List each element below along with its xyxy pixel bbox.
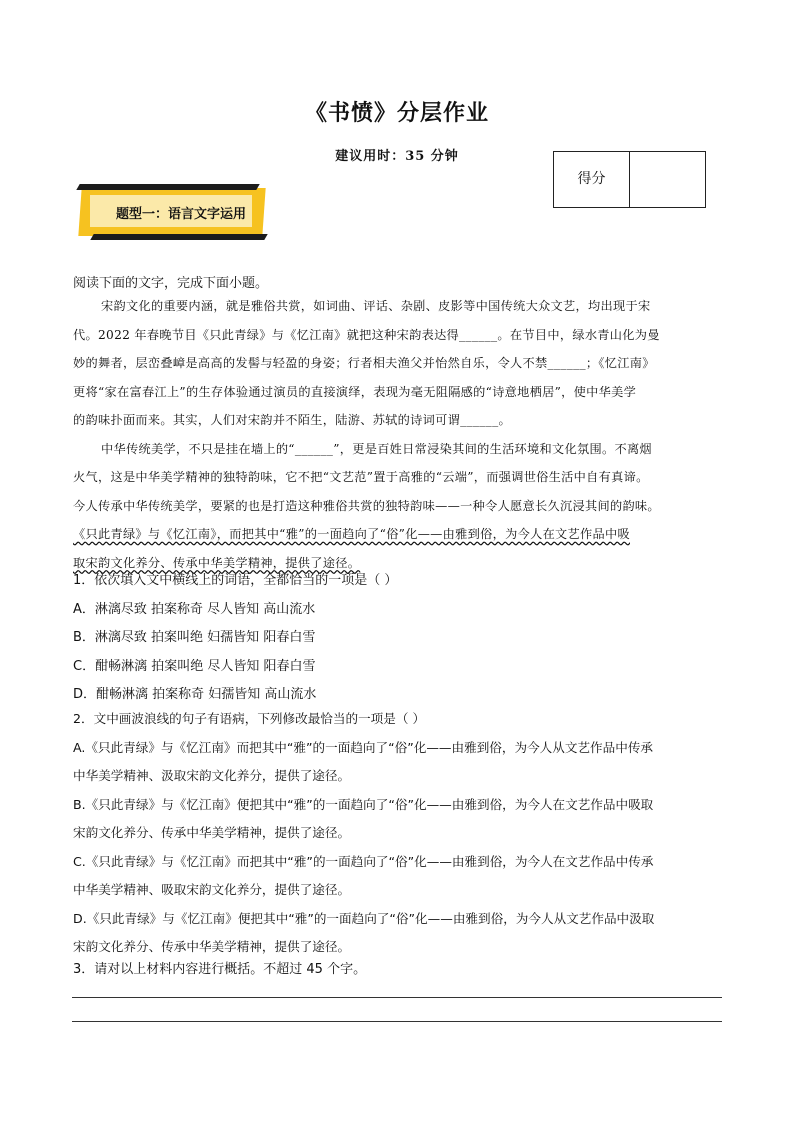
option-a[interactable]: A．淋漓尽致 拍案称奇 尽人皆知 高山流水 [73,601,316,617]
section-banner [74,184,270,242]
wavy-underlined-sentence: 取宋韵文化养分、传承中华美学精神，提供了途径。 [73,555,361,570]
option-c-continued[interactable]: 中华美学精神、吸取宋韵文化养分，提供了途径。 [73,882,351,897]
score-box [553,151,706,208]
answer-line[interactable] [72,1021,722,1022]
passage-line: 宋韵文化的重要内涵，就是雅俗共赏，如词曲、评话、杂剧、皮影等中国传统大众文艺，均出现于宋 [101,299,651,313]
page-title: 《书愤》分层作业 [304,101,489,126]
question-stem: 2．文中画波浪线的句子有语病，下列修改最恰当的一项是（ ） [73,711,426,726]
question-1 [73,567,733,710]
reading-passage [73,292,733,577]
option-d[interactable]: D.《只此青绿》与《忆江南》便把其中“雅”的一面趋向了“俗”化——由雅到俗，为今人从文艺作品中汲取 [73,910,655,926]
option-a[interactable]: A.《只此青绿》与《忆江南》而把其中“雅”的一面趋向了“俗”化——由雅到俗，为今人从文艺作品中传承 [73,739,654,755]
instruction: 阅读下面的文字，完成下面小题。 [73,276,269,291]
answer-line[interactable] [72,997,722,998]
passage-line: 火气，这是中华美学精神的独特韵味，它不把“文艺范”置于高雅的“云端”，而强调世俗生活中自有真谛。 [73,470,649,484]
passage-line: 中华传统美学，不只是挂在墙上的“______”，更是百姓日常浸染其间的生活环境和文化氛围。不离烟 [101,441,652,456]
banner-top-stripe [76,184,259,190]
option-d-continued[interactable]: 宋韵文化养分、传承中华美学精神，提供了途径。 [73,939,351,954]
option-d[interactable]: D．酣畅淋漓 拍案称奇 妇孺皆知 高山流水 [73,687,317,702]
passage-line: 更将“家在富春江上”的生存体验通过演员的直接演绎，表现为毫无阻隔感的“诗意地栖居”，使中华美学 [73,384,637,399]
passage-line: 的韵味扑面而来。其实，人们对宋韵并不陌生，陆游、苏轼的诗词可谓______。 [73,413,511,427]
option-b[interactable]: B.《只此青绿》与《忆江南》便把其中“雅”的一面趋向了“俗”化——由雅到俗，为今人在文艺作品中吸取 [73,796,654,812]
banner-label: 题型一：语言文字运用 [116,207,247,222]
score-value-cell[interactable] [630,152,705,207]
option-b-continued[interactable]: 宋韵文化养分、传承中华美学精神，提供了途径。 [73,825,351,840]
passage-line: 妙的舞者，层峦叠嶂是高高的发髻与轻盈的身姿；行者相夫渔父并怡然自乐，令人不禁______；《忆江南》 [73,356,655,370]
passage-line: 代。2022 年春晚节目《只此青绿》与《忆江南》就把这种宋韵表达得______。在节目中，绿水青山化为曼 [73,327,660,342]
question-3: 3．请对以上材料内容进行概括。不超过 45 个字。 [73,962,367,977]
question-2 [73,705,733,962]
option-a-continued[interactable]: 中华美学精神、汲取宋韵文化养分，提供了途径。 [73,768,351,783]
option-c[interactable]: C．酣畅淋漓 拍案叫绝 尽人皆知 阳春白雪 [73,658,316,674]
option-b[interactable]: B．淋漓尽致 拍案叫绝 妇孺皆知 阳春白雪 [73,630,316,645]
banner-bottom-stripe [90,234,267,240]
passage-line: 今人传承中华传统美学，要紧的也是打造这种雅俗共赏的独特韵味——一种令人愿意长久沉浸其间的韵味。 [73,498,660,513]
score-label: 得分 [554,152,630,207]
question-stem: 1．依次填入文中横线上的词语，全都恰当的一项是（ ） [73,573,398,588]
option-c[interactable]: C.《只此青绿》与《忆江南》而把其中“雅”的一面趋向了“俗”化——由雅到俗，为今人在文艺作品中传承 [73,853,654,869]
suggested-time: 建议用时：35 分钟 [335,149,459,164]
wavy-underlined-sentence: 《只此青绿》与《忆江南》，而把其中“雅”的一面趋向了“俗”化——由雅到俗，为今人在文艺作品中吸 [73,527,630,541]
